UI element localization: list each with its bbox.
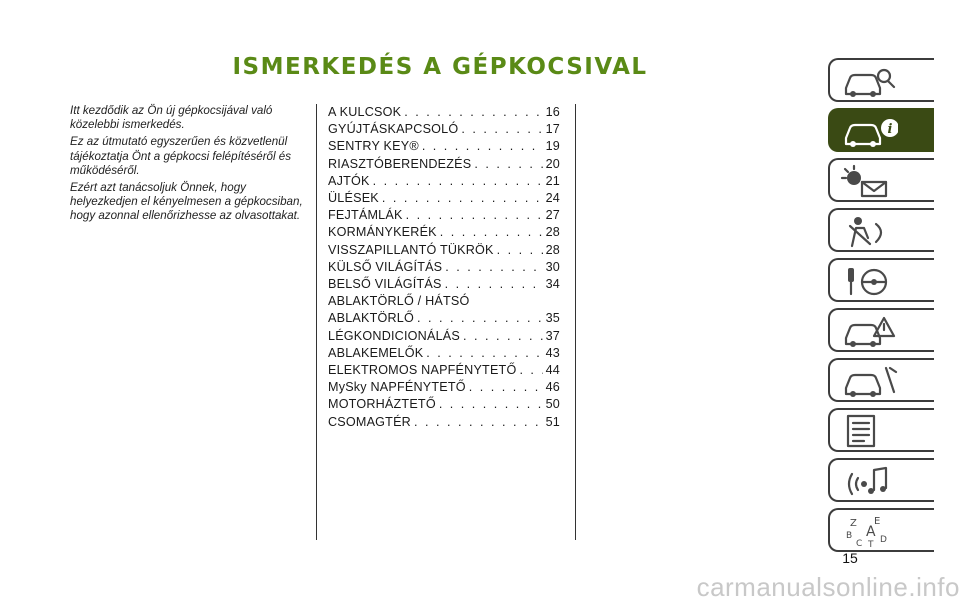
- column-divider: [575, 104, 576, 540]
- svg-text:C: C: [856, 539, 863, 548]
- toc-entry-page: 46: [545, 380, 560, 395]
- toc-leader-dots: [417, 310, 543, 327]
- toc-entry[interactable]: [328, 379, 560, 396]
- toc-entry-title: FEJTÁMLÁK: [328, 208, 403, 223]
- toc-leader-dots: [519, 362, 542, 379]
- toc-leader-dots: [497, 242, 543, 259]
- toc-entry[interactable]: [328, 173, 560, 190]
- toc-entry[interactable]: [328, 259, 560, 276]
- chapter-tab[interactable]: [828, 158, 934, 202]
- toc-entry[interactable]: [328, 104, 560, 121]
- toc-entry-title: ABLAKTÖRLŐ: [328, 311, 414, 326]
- seatbelt-airbag-icon: [838, 214, 898, 248]
- toc-entry-page: 19: [545, 139, 560, 154]
- multimedia-icon: [838, 464, 898, 498]
- chapter-tab[interactable]: [828, 458, 934, 502]
- toc-leader-dots: [373, 173, 543, 190]
- chapter-tab[interactable]: [828, 408, 934, 452]
- svg-text:A: A: [866, 524, 876, 540]
- toc-leader-dots: [406, 207, 543, 224]
- toc-entry-title: LÉGKONDICIONÁLÁS: [328, 328, 460, 343]
- chapter-tabs: [828, 58, 934, 558]
- toc-entry[interactable]: [328, 190, 560, 207]
- toc-entry-page: 51: [545, 414, 560, 429]
- toc-entry[interactable]: [328, 396, 560, 413]
- toc-entry-title: CSOMAGTÉR: [328, 414, 411, 429]
- toc-entry-page: 16: [545, 105, 560, 119]
- toc-leader-dots: [474, 156, 542, 173]
- toc-leader-dots: [382, 190, 543, 207]
- toc-entry-page: 27: [545, 208, 560, 223]
- chapter-tab[interactable]: [828, 258, 934, 302]
- toc-entry[interactable]: [328, 121, 560, 138]
- toc-entry-page: 28: [545, 225, 560, 240]
- toc-leader-dots: [404, 104, 542, 121]
- car-info-icon: [838, 114, 898, 148]
- column-divider: [316, 104, 317, 540]
- car-search-icon: [838, 64, 898, 98]
- key-steering-icon: [838, 264, 898, 298]
- toc-entry[interactable]: [328, 138, 560, 155]
- chapter-tab[interactable]: [828, 358, 934, 402]
- watermark: carmanualsonline.info: [696, 572, 960, 602]
- toc-entry[interactable]: [328, 224, 560, 241]
- intro-text: [70, 104, 310, 227]
- toc-entry[interactable]: [328, 276, 560, 293]
- toc-entry[interactable]: [328, 207, 560, 224]
- toc-entry-page: 43: [545, 345, 560, 360]
- chapter-tab[interactable]: [828, 58, 934, 102]
- chapter-tab[interactable]: [828, 508, 934, 552]
- car-warning-icon: [838, 314, 898, 348]
- light-message-icon: [838, 164, 898, 198]
- toc-entry-title: GYÚJTÁSKAPCSOLÓ: [328, 122, 459, 137]
- toc-entry-title: SENTRY KEY®: [328, 139, 419, 154]
- svg-text:D: D: [880, 535, 887, 545]
- toc-leader-dots: [440, 224, 543, 241]
- toc-entry-title: AJTÓK: [328, 173, 370, 188]
- toc-entry-title: KORMÁNYKERÉK: [328, 225, 437, 240]
- toc-entry-page: 17: [545, 122, 560, 137]
- svg-text:T: T: [868, 540, 874, 548]
- toc-entry[interactable]: [328, 414, 560, 431]
- toc-entry-title: KÜLSŐ VILÁGÍTÁS: [328, 259, 443, 274]
- toc-entry-title: RIASZTÓBERENDEZÉS: [328, 156, 472, 171]
- toc-entry-page: 24: [545, 191, 560, 206]
- toc-entry-page: 21: [545, 173, 560, 188]
- toc-leader-dots: [422, 138, 543, 155]
- toc-leader-dots: [439, 396, 543, 413]
- toc-entry-title: ÜLÉSEK: [328, 191, 379, 206]
- toc-leader-dots: [426, 345, 542, 362]
- toc-entry-line: ABLAKTÖRLŐ / HÁTSÓ: [328, 294, 470, 309]
- toc-entry[interactable]: [328, 242, 560, 259]
- alphabetical-index-icon: [838, 514, 898, 548]
- toc-entry-page: 44: [545, 363, 560, 378]
- intro-paragraph: Itt kezdődik az Ön új gépkocsijával való közelebbi ismerkedés.: [70, 104, 273, 132]
- toc-leader-dots: [469, 379, 543, 396]
- toc-entry-page: 28: [545, 242, 560, 257]
- toc-leader-dots: [445, 259, 542, 276]
- page-number: 15: [842, 550, 858, 566]
- toc-entry-title: VISSZAPILLANTÓ TÜKRÖK: [328, 242, 494, 257]
- toc-entry[interactable]: [328, 156, 560, 173]
- toc-leader-dots: [414, 414, 543, 431]
- svg-text:E: E: [874, 516, 881, 527]
- toc-leader-dots: [445, 276, 543, 293]
- toc-entry[interactable]: [328, 362, 560, 379]
- specifications-list-icon: [838, 414, 898, 448]
- toc-entry-page: 35: [545, 311, 560, 326]
- toc-entry-title: ELEKTROMOS NAPFÉNYTETŐ: [328, 363, 517, 378]
- toc-entry[interactable]: [328, 328, 560, 345]
- toc-entry-page: 34: [545, 277, 560, 292]
- svg-text:Z: Z: [850, 518, 857, 529]
- svg-text:i: i: [887, 122, 893, 137]
- toc-leader-dots: [463, 328, 543, 345]
- toc-entry-page: 50: [545, 397, 560, 412]
- toc-entry-title: A KULCSOK: [328, 105, 402, 119]
- chapter-tab[interactable]: [828, 308, 934, 352]
- toc-entry-page: 30: [545, 259, 560, 274]
- page-title: ISMERKEDÉS A GÉPKOCSIVAL: [232, 54, 648, 80]
- toc-entry-page: 37: [545, 328, 560, 343]
- toc-entry[interactable]: [328, 345, 560, 362]
- chapter-tab[interactable]: [828, 208, 934, 252]
- chapter-tab[interactable]: [828, 108, 934, 152]
- toc-entry[interactable]: [328, 310, 560, 327]
- toc-entry-title: BELSŐ VILÁGÍTÁS: [328, 277, 442, 292]
- toc-entry-page: 20: [545, 156, 560, 171]
- toc-entry-title: ABLAKEMELŐK: [328, 345, 424, 360]
- svg-text:B: B: [846, 531, 853, 541]
- toc-entry-title: MOTORHÁZTETŐ: [328, 397, 436, 412]
- car-tools-icon: [838, 364, 898, 398]
- table-of-contents: [328, 104, 560, 431]
- toc-entry-title: MySky NAPFÉNYTETŐ: [328, 380, 466, 395]
- toc-leader-dots: [461, 121, 542, 138]
- intro-paragraph: Ez az útmutató egyszerűen és közvetlenül tájékoztatja Önt a gépkocsi felépítéséről és működéséről.: [70, 135, 292, 177]
- intro-paragraph: Ezért azt tanácsoljuk Önnek, hogy helyezkedjen el kényelmesen a gépkocsiban, hogy azonnal ellenőrizhesse az olvasottakat.: [70, 181, 303, 223]
